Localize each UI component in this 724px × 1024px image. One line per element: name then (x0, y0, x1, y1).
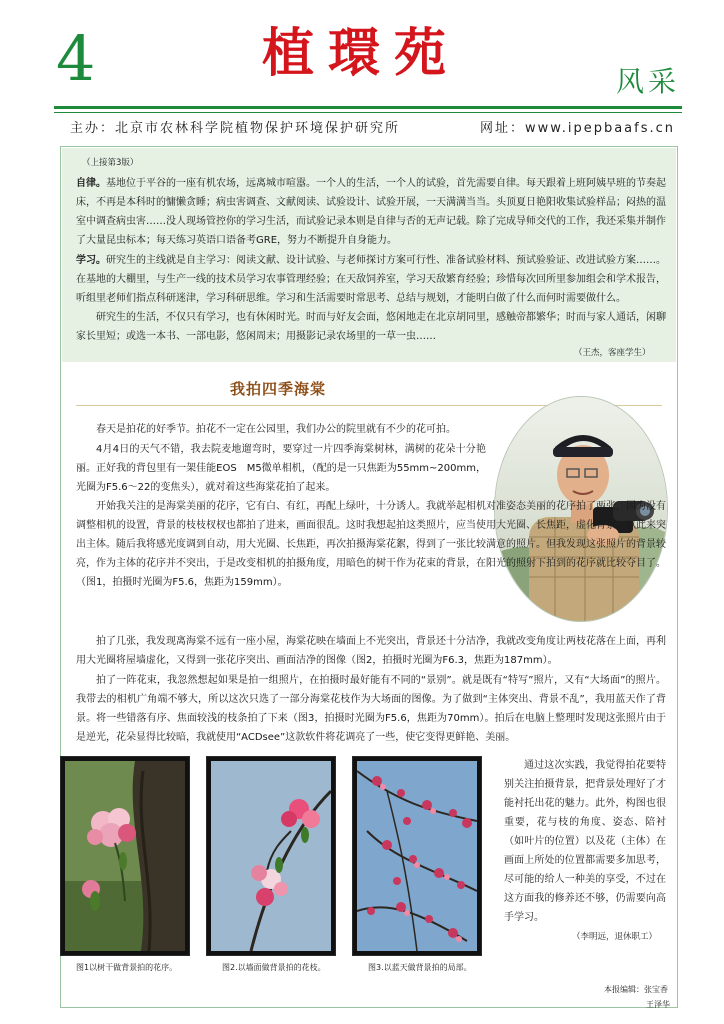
photo-2-caption: 图2.以墙面做背景拍的花枝。 (222, 963, 326, 972)
article-signature: （李明远，退休职工） (572, 932, 658, 942)
photo-2-image (211, 761, 331, 951)
website-link[interactable]: 网址：www.ipepbaafs.cn (480, 121, 676, 136)
prev-paragraph-1 (76, 174, 666, 250)
article-paragraph-1: 春天是拍花的好季节。拍花不一定在公园里，我们办公的院里就有不少的花可拍。 (96, 424, 456, 435)
prev-text-1: 基地位于平谷的一座有机农场，远离城市喧嚣。一个人的生活，一个人的试验，首先需要自律。每天跟着上班阿姨早班的节奏起床，不再是本科时的慵懒贪睡；病虫害调查、文献阅读、试验设计、试验开展，一天满满当当。头顶夏日艳阳收集试验样品；闷热的温室中调查病虫害……没人现场管控你的学习生活，而试验记录本则是自律与否的无声记载。除了完成导师交代的工作，我还采集并制作了大量昆虫标本；每天练习英语口语备考GRE，努力不断提升自身能力。 (76, 178, 666, 246)
editors-second: 王泽华 (646, 1000, 670, 1009)
header-rule-thin (54, 112, 682, 113)
prev-paragraph-2 (76, 251, 666, 308)
prev-signature: （王杰，客座学生） (574, 348, 651, 358)
masthead-title: 植環苑 (262, 23, 461, 84)
prev-text-2: 研究生的主线就是自主学习：阅读文献、设计试验、与老师探讨方案可行性、准备试验材料、预试验验证、改进试验方案……。在基地的大棚里，与生产一线的技术员学习农事管理经验；在天敌饲养室，学习天敌繁育经验；珍惜每次回所里参加组会和学术报告，听组里老师们指点科研迷津，学习科研思维。学习和生活需要时常思考、总结与规划，才能明白做了什么而何时需要做什么。 (76, 255, 666, 304)
prev-paragraph-3 (76, 308, 666, 346)
prev-lead-2: 学习。 (76, 255, 106, 266)
prev-lead-1: 自律。 (76, 178, 106, 189)
photo-1-caption: 图1以树干做背景拍的花序。 (76, 963, 178, 972)
article-paragraph-2: 4月4日的天气不错，我去院麦地遛弯时，要穿过一片四季海棠树林，满树的花朵十分艳丽。正好我的背包里有一架佳能EOS M5微单相机，（配的是一只焦距为55mm~200mm，光圈为F5.6～22的变焦头），就对着这些海棠花拍了起来。 (76, 444, 486, 493)
editors-credit (604, 982, 670, 1012)
photo-3-caption: 图3.以蓝天做背景拍的局部。 (368, 963, 472, 972)
article-paragraph-3: 开始我关注的是海棠美丽的花序，它有白、有红，再配上绿叶，十分诱人。我就举起相机对准姿态美丽的花序拍了两张，因为没有调整相机的设置，背景的枝枝杈杈也都拍了进来，画面很乱。这时我想起拍这类照片，应当使用大光圈、长焦距，虚化背景，以此来突出主体。随后我将感光度调到自动，用大光圈、长焦距，再次拍摄海棠花絮，得到了一张比较满意的照片。但我发现这张照片的背景较亮，作为主体的花序并不突出，于是改变相机的拍摄角度，用暗色的树干作为花束的背景，在阳光的照射下拍到的花序就比较夺目了。（图1，拍摄时光圈为F5.6，焦距为159mm）。 (76, 501, 666, 588)
editors-label: 本报编辑：张宝香 (604, 985, 668, 994)
section-tag: 风采 (616, 65, 681, 98)
photo-2 (206, 756, 336, 956)
article-paragraph-5: 拍了一阵花束，我忽然想起如果是拍一组照片，在拍摄时最好能有不同的“景别”。就是既有“特写”照片，又有“大场面”的照片。我带去的相机广角端不够大，所以这次只选了一部分海棠花枝作为大场面的图像。为了做到“主体突出、背景不乱”，我用蓝天作了背景。将一些错落有序、焦面较浅的枝条拍了下来（图3，拍摄时光圈为F5.6，焦距为70mm）。拍后在电脑上整理时发现这张照片由于是逆光，花朵显得比较暗，我就使用“ACDsee”这款软件将花调亮了一些，使它变得更鲜艳、美丽。 (76, 675, 666, 743)
article-paragraph-4: 拍了几张，我发现离海棠不远有一座小屋，海棠花映在墙面上不光突出，背景还十分洁净，我就改变角度让两枝花落在上面，再利用大光圈将屋墙虚化，又得到一张花序突出、画面洁净的图像（图2，拍摄时光圈为F6.3，焦距为187mm）。 (76, 636, 666, 666)
page-number: 4 (56, 22, 96, 95)
article-paragraph-6: 通过这次实践，我觉得拍花要特别关注拍摄背景，把背景处理好了才能衬托出花的魅力。此外，构图也很重要，花与枝的角度、姿态、陪衬（如叶片的位置）以及花（主体）在画面上所处的位置都需要多加思考，尽可能的给人一种美的享受，不过在这方面我的修养还不够，仍需要向高手学习。 (504, 760, 666, 923)
header-rule (54, 106, 682, 109)
photo-1 (60, 756, 190, 956)
continued-note: （上接第3版） (82, 158, 139, 168)
photo-3 (352, 756, 482, 956)
sponsor-line: 主办：北京市农林科学院植物保护环境保护研究所 (70, 121, 401, 136)
article-title: 我拍四季海棠 (230, 380, 327, 398)
photo-1-image (65, 761, 185, 951)
photo-3-image (357, 761, 477, 951)
prev-text-3: 研究生的生活，不仅只有学习，也有休闲时光。时而与好友会面，悠闲地走在北京胡同里，感触帝都繁华；时而与家人通话，闲聊家长里短；或选一本书、一部电影，悠闲周末；用摄影记录农场里的一草一虫…… (76, 312, 666, 342)
